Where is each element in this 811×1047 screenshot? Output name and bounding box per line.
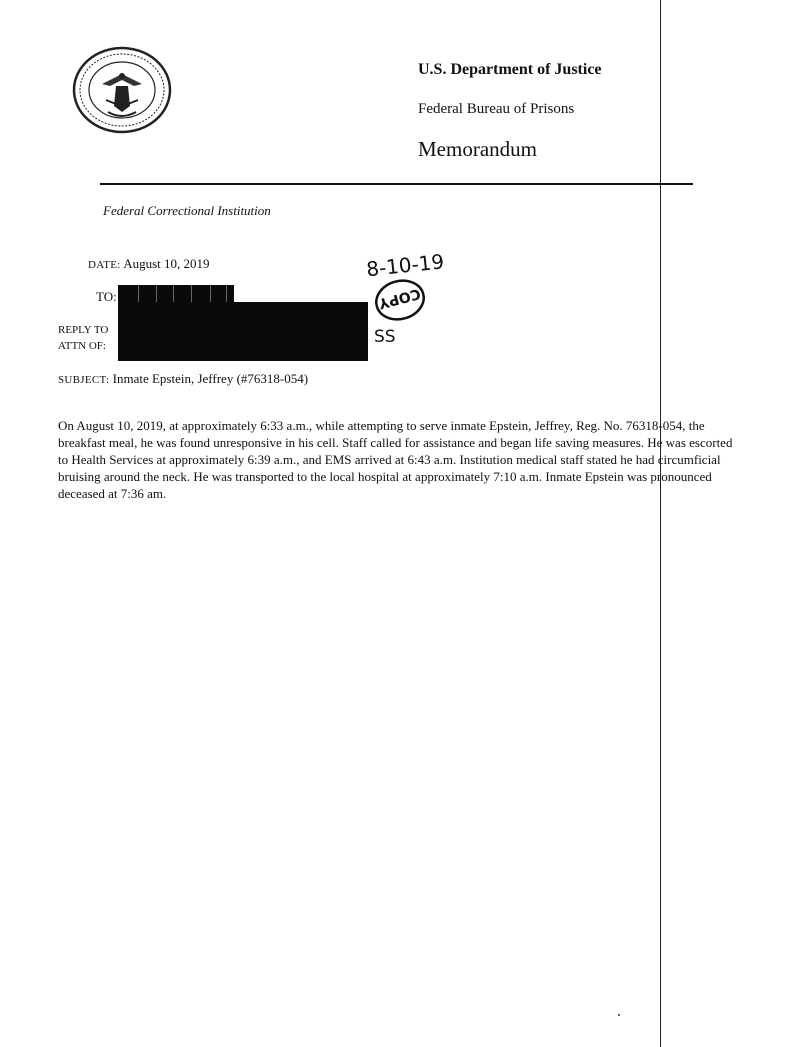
doj-seal-icon <box>72 46 172 134</box>
stamp-copy-word: COPY <box>376 284 423 312</box>
attn-of-line: ATTN OF: <box>58 340 106 352</box>
institution-name: Federal Correctional Institution <box>103 203 271 218</box>
date-label: DATE: <box>88 259 121 271</box>
memo-paragraph: On August 10, 2019, at approximately 6:33 a.m., while attempting to serve inmate Epstein, Jeffrey, Reg. No. 76318-054, the breakfast meal, he was found unresponsive in his cell. Staff called for assistance and began life saving measures. He was escorted to Health Services at approximately 6:39 a.m., and EMS arrived at 6:43 a.m. Institution medical staff stated he had circumficial bruising around the neck. He was transported to the local hospital at approximately 7:10 a.m. Inmate Epstein was pronounced deceased at 7:36 am. <box>58 418 733 501</box>
reply-to-line: REPLY TO <box>58 324 109 336</box>
date-value: August 10, 2019 <box>123 256 210 271</box>
scan-speck <box>618 1014 620 1016</box>
redaction-to <box>118 285 234 303</box>
header-divider <box>100 183 693 185</box>
copy-stamp <box>358 244 468 354</box>
subject-label: SUBJECT: <box>58 374 110 386</box>
stamp-initials: SS <box>374 327 396 347</box>
date-row <box>88 256 210 272</box>
redaction-reply-to <box>118 302 368 361</box>
scan-artifact-line <box>660 0 661 1047</box>
bureau-name: Federal Bureau of Prisons <box>418 101 575 117</box>
to-label: TO: <box>96 289 117 304</box>
agency-name: U.S. Department of Justice <box>418 61 602 78</box>
subject-row <box>58 371 308 387</box>
document-type: Memorandum <box>418 137 537 161</box>
memo-body <box>58 417 738 502</box>
reply-to-label <box>58 322 108 354</box>
subject-value: Inmate Epstein, Jeffrey (#76318-054) <box>112 371 309 386</box>
stamp-handwritten-date: 8-10-19 <box>365 249 446 282</box>
